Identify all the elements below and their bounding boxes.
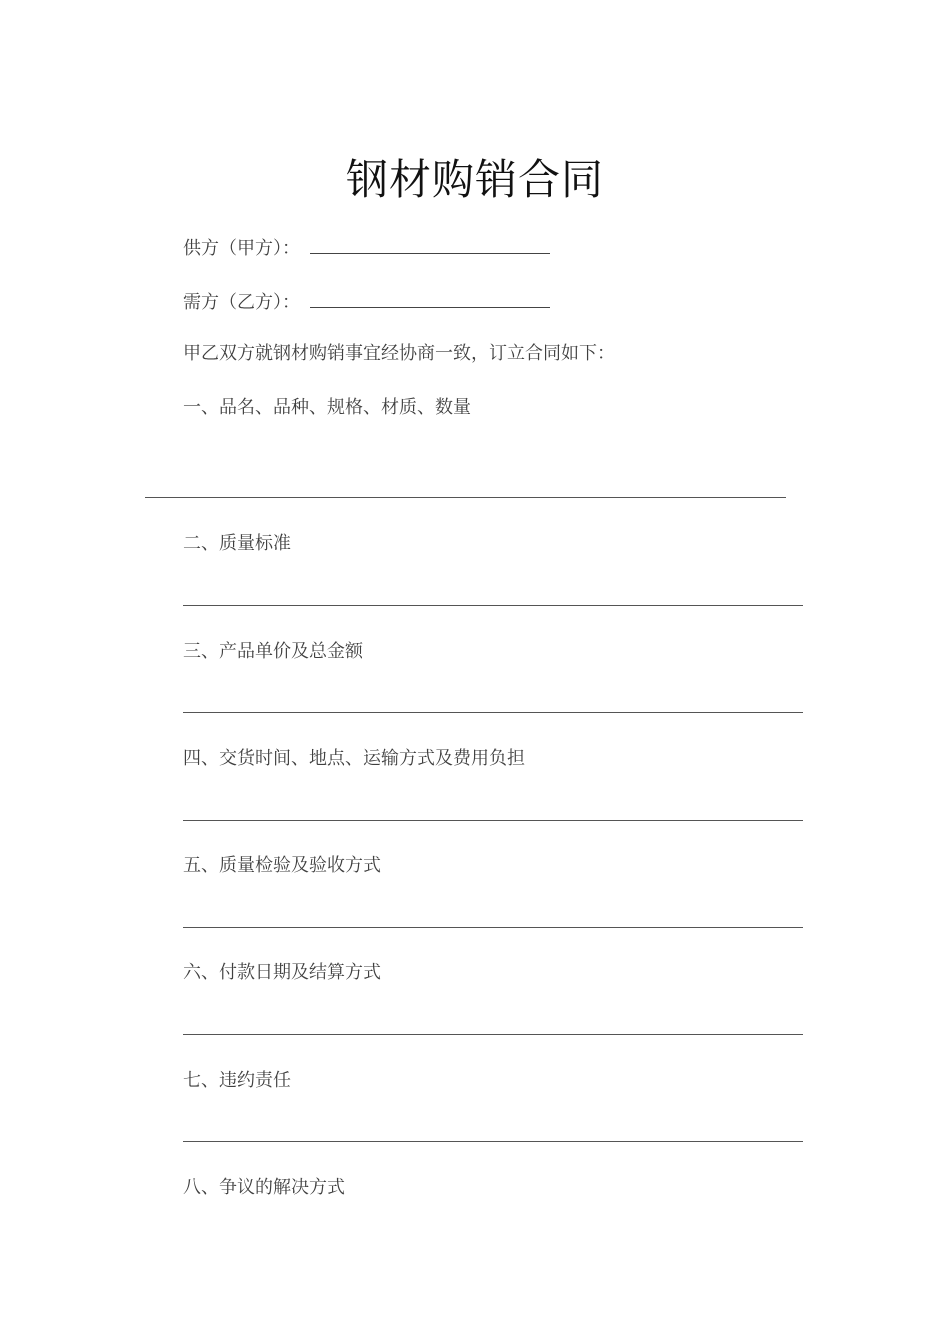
section-blank-line[interactable] [183,605,803,606]
section-blank-line[interactable] [183,1141,803,1142]
page-title: 钢材购销合同 [345,155,604,204]
section-heading: 二、质量标准 [183,533,291,554]
supplier-label: 供方（甲方）： [183,238,300,259]
supplier-row [183,235,550,261]
section-heading: 六、付款日期及结算方式 [183,962,381,983]
section-heading: 五、质量检验及验收方式 [183,855,381,876]
section-blank-line[interactable] [183,1034,803,1035]
section-heading: 七、违约责任 [183,1070,291,1091]
section-blank-line[interactable] [183,712,803,713]
section-heading: 三、产品单价及总金额 [183,641,363,662]
section-blank-line[interactable] [183,820,803,821]
section-blank-line[interactable] [183,927,803,928]
section-blank-line[interactable] [145,497,786,498]
section-heading: 八、争议的解决方式 [183,1177,345,1198]
supplier-blank[interactable] [310,235,550,254]
intro-text: 甲乙双方就钢材购销事宜经协商一致，订立合同如下： [183,343,615,364]
section-heading: 四、交货时间、地点、运输方式及费用负担 [183,748,525,769]
section-heading: 一、品名、品种、规格、材质、数量 [183,397,471,418]
buyer-row [183,289,550,315]
buyer-blank[interactable] [310,289,550,308]
buyer-label: 需方（乙方）： [183,292,300,313]
